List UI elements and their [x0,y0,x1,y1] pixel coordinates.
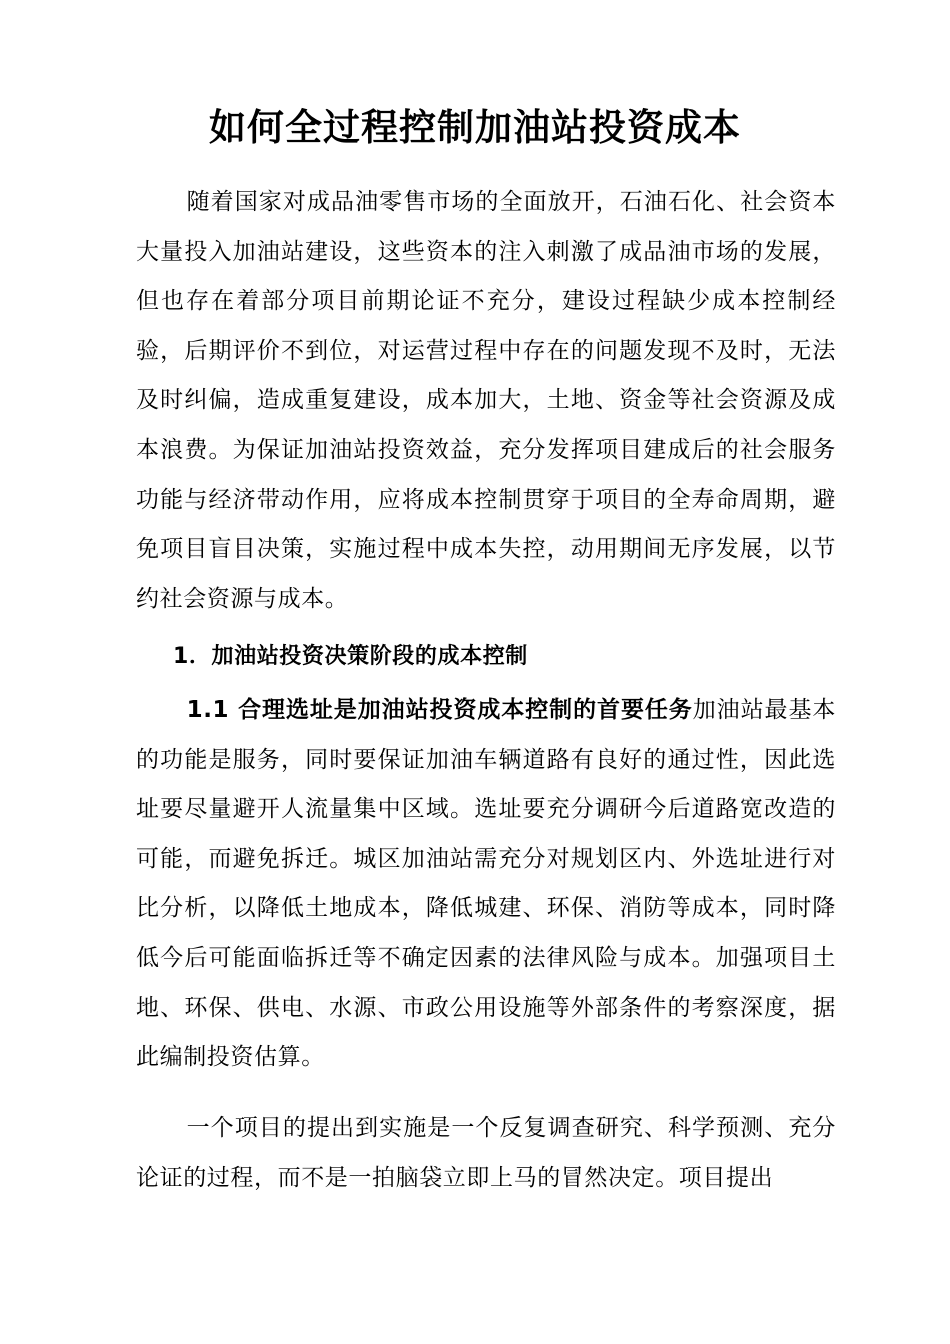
section-heading: 1．加油站投资决策阶段的成本控制 [173,644,528,669]
document-title: 如何全过程控制加油站投资成本 [209,106,741,149]
subsection-paragraph [136,686,836,1083]
intro-paragraph: 随着国家对成品油零售市场的全面放开，石油石化、社会资本大量投入加油站建设，这些资本的注入刺激了成品油市场的发展，但也存在着部分项目前期论证不充分，建设过程缺少成本控制经验，后期评价不到位，对运营过程中存在的问题发现不及时，无法及时纠偏，造成重复建设，成本加大，土地、资金等社会资源及成本浪费。为保证加油站投资效益，充分发挥项目建成后的社会服务功能与经济带动作用，应将成本控制贯穿于项目的全寿命周期，避免项目盲目决策，实施过程中成本失控，动用期间无序发展，以节约社会资源与成本。 [136,189,836,612]
subsection-body: 加油站最基本的功能是服务，同时要保证加油车辆道路有良好的通过性，因此选址要尽量避开人流量集中区域。选址要充分调研今后道路宽改造的可能，而避免拆迁。城区加油站需充分对规划区内、外选址进行对比分析，以降低土地成本，降低城建、环保、消防等成本，同时降低今后可能面临拆迁等不确定因素的法律风险与成本。加强项目土地、环保、供电、水源、市政公用设施等外部条件的考察深度，据此编制投资估算。 [136,697,836,1071]
subsection-heading: 1.1 合理选址是加油站投资成本控制的首要任务 [186,697,693,723]
continuation-paragraph: 一个项目的提出到实施是一个反复调查研究、科学预测、充分论证的过程，而不是一拍脑袋立即上马的冒然决定。项目提出 [136,1115,836,1191]
